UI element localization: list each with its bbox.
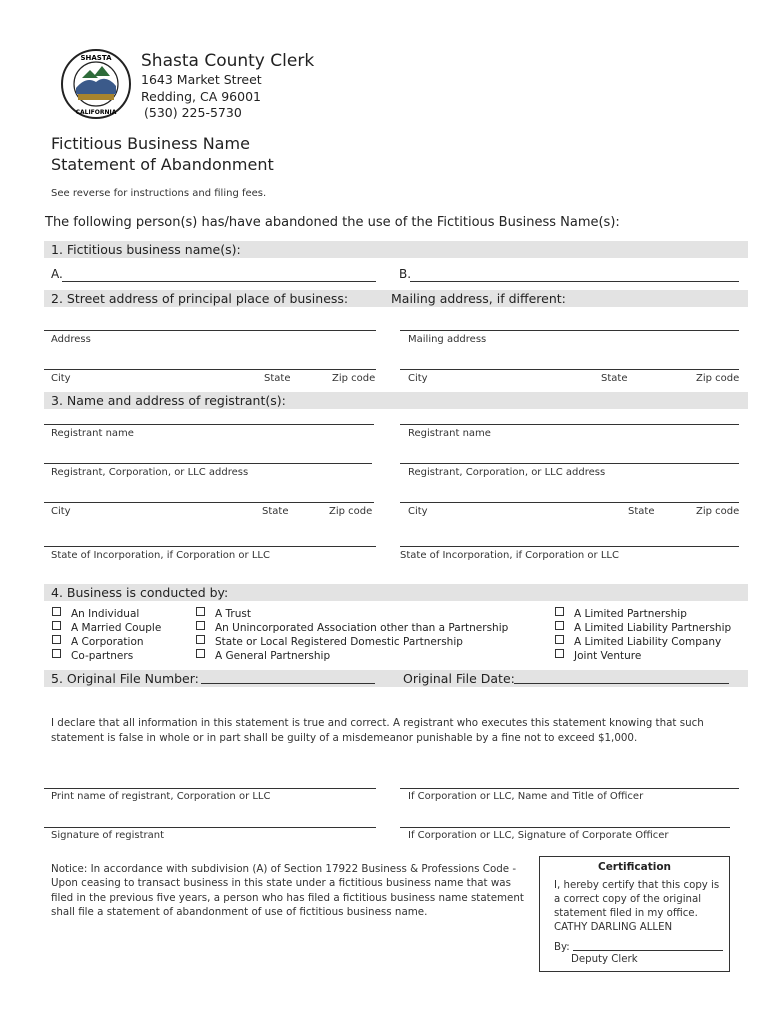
mailing-address-heading: Mailing address, if different:: [391, 291, 566, 306]
registrant-name-field-1[interactable]: [44, 424, 374, 425]
option-limited-partnership[interactable]: [555, 607, 731, 621]
certification-body: I, hereby certify that this copy is a correct copy of the original statement filed in my office.: [554, 880, 720, 919]
certification-title: Certification: [597, 861, 672, 873]
checkbox-icon[interactable]: [52, 607, 61, 616]
business-name-a-field[interactable]: [62, 281, 376, 282]
registrant-city-caption-1: City: [51, 506, 71, 517]
registrant-city-caption-2: City: [408, 506, 428, 517]
checkbox-icon[interactable]: [52, 621, 61, 630]
checkbox-icon[interactable]: [555, 621, 564, 630]
svg-text:CALIFORNIA: CALIFORNIA: [75, 109, 117, 116]
state-caption: State: [264, 373, 291, 384]
mailing-city-caption: City: [408, 373, 428, 384]
deputy-signature-field[interactable]: [573, 950, 723, 951]
state-incorp-field-2[interactable]: [400, 546, 739, 547]
registrant-address-field-1[interactable]: [44, 463, 372, 464]
by-label: By:: [554, 942, 570, 953]
mailing-address-field[interactable]: [400, 330, 739, 331]
deputy-signature-row: [554, 941, 723, 954]
business-type-col2: [196, 607, 508, 663]
city-state-zip-field[interactable]: [44, 369, 376, 370]
business-type-col1: [52, 607, 161, 663]
option-label: Joint Venture: [574, 650, 642, 662]
registrant-state-caption-2: State: [628, 506, 655, 517]
registrant-address-caption-1: Registrant, Corporation, or LLC address: [51, 467, 249, 478]
checkbox-icon[interactable]: [196, 649, 205, 658]
officer-signature-caption: If Corporation or LLC, Signature of Corporate Officer: [408, 830, 669, 841]
option-joint-venture[interactable]: [555, 649, 731, 663]
svg-text:SHASTA: SHASTA: [80, 54, 112, 62]
registrant-city-field-1[interactable]: [44, 502, 374, 503]
checkbox-icon[interactable]: [555, 607, 564, 616]
mailing-address-caption: Mailing address: [408, 334, 487, 345]
form-title-1: Fictitious Business Name: [51, 134, 250, 153]
clerk-name: CATHY DARLING ALLEN: [554, 922, 673, 933]
registrant-city-field-2[interactable]: [400, 502, 739, 503]
intro-text: The following person(s) has/have abandoned the use of the Fictitious Business Name(s):: [45, 215, 620, 230]
office-street: 1643 Market Street: [141, 72, 262, 87]
registrant-zip-caption-1: Zip code: [329, 506, 373, 517]
option-co-partners[interactable]: [52, 649, 161, 663]
registrant-name-field-2[interactable]: [400, 424, 739, 425]
option-label: A Corporation: [71, 636, 144, 648]
section1-label: 1. Fictitious business name(s):: [51, 242, 241, 257]
mailing-city-state-zip-field[interactable]: [400, 369, 739, 370]
option-label: A Trust: [215, 608, 251, 620]
business-name-b-label: B.: [399, 267, 412, 281]
option-label: A Married Couple: [71, 622, 162, 634]
option-trust[interactable]: [196, 607, 508, 621]
original-file-date-field[interactable]: [514, 683, 729, 684]
option-label: Co-partners: [71, 650, 134, 662]
option-corporation[interactable]: [52, 635, 161, 649]
state-incorp-field-1[interactable]: [44, 546, 376, 547]
registrant-name-caption-2: Registrant name: [408, 428, 491, 439]
checkbox-icon[interactable]: [196, 621, 205, 630]
city-caption: City: [51, 373, 71, 384]
option-llc[interactable]: [555, 635, 731, 649]
option-domestic-partnership[interactable]: [196, 635, 508, 649]
option-individual[interactable]: [52, 607, 161, 621]
mailing-zip-caption: Zip code: [696, 373, 740, 384]
county-seal: [60, 48, 132, 120]
section4-label: 4. Business is conducted by:: [51, 585, 229, 600]
original-file-number-field[interactable]: [201, 683, 375, 684]
checkbox-icon[interactable]: [196, 635, 205, 644]
state-incorp-caption-2: State of Incorporation, if Corporation or LLC: [400, 550, 619, 561]
instructions-note: See reverse for instructions and filing fees.: [51, 188, 267, 199]
state-incorp-caption-1: State of Incorporation, if Corporation or LLC: [51, 550, 270, 561]
deputy-clerk-caption: Deputy Clerk: [571, 954, 638, 965]
checkbox-icon[interactable]: [555, 635, 564, 644]
section2-label: 2. Street address of principal place of business:: [51, 291, 349, 306]
option-label: A General Partnership: [215, 650, 331, 662]
notice-text: Notice: In accordance with subdivision (A) of Section 17922 Business & Professions Code - Upon ceasing to transact business in this state under a fictitious business name that was filed in the previous five years, a person who has filed a fictitious business name statement shall file a statement of abandonment of use of fictitious business name.: [51, 863, 524, 918]
declaration-text: I declare that all information in this statement is true and correct. A registrant who executes this statement knowing that such statement is false in whole or in part shall be guilty of a misdemeanor punishable by a fine not to exceed $1,000.: [51, 717, 704, 744]
certification-box: [539, 856, 730, 972]
option-label: An Unincorporated Association other than a Partnership: [215, 622, 509, 634]
mailing-state-caption: State: [601, 373, 628, 384]
registrant-address-caption-2: Registrant, Corporation, or LLC address: [408, 467, 606, 478]
checkbox-icon[interactable]: [52, 649, 61, 658]
option-married-couple[interactable]: [52, 621, 161, 635]
option-label: State or Local Registered Domestic Partnership: [215, 636, 463, 648]
option-llp[interactable]: [555, 621, 731, 635]
option-general-partnership[interactable]: [196, 649, 508, 663]
option-unincorporated-association[interactable]: [196, 621, 508, 635]
business-name-a-label: A.: [51, 267, 63, 281]
registrant-name-caption-1: Registrant name: [51, 428, 134, 439]
option-label: An Individual: [71, 608, 140, 620]
business-name-b-field[interactable]: [410, 281, 739, 282]
officer-name-caption: If Corporation or LLC, Name and Title of Officer: [408, 791, 644, 802]
option-label: A Limited Partnership: [574, 608, 687, 620]
address-caption: Address: [51, 334, 91, 345]
signature-caption: Signature of registrant: [51, 830, 165, 841]
option-label: A Limited Liability Company: [574, 636, 722, 648]
print-name-field[interactable]: [44, 788, 376, 789]
officer-name-field[interactable]: [400, 788, 739, 789]
office-city: Redding, CA 96001: [141, 89, 261, 104]
checkbox-icon[interactable]: [555, 649, 564, 658]
option-label: A Limited Liability Partnership: [574, 622, 732, 634]
print-name-caption: Print name of registrant, Corporation or LLC: [51, 791, 271, 802]
checkbox-icon[interactable]: [196, 607, 205, 616]
form-title-2: Statement of Abandonment: [51, 155, 274, 174]
office-phone: (530) 225-5730: [144, 105, 242, 120]
checkbox-icon[interactable]: [52, 635, 61, 644]
original-file-date-label: Original File Date:: [403, 671, 515, 686]
registrant-state-caption-1: State: [262, 506, 289, 517]
officer-signature-field[interactable]: [400, 827, 730, 828]
signature-field[interactable]: [44, 827, 376, 828]
registrant-zip-caption-2: Zip code: [696, 506, 740, 517]
registrant-address-field-2[interactable]: [400, 463, 739, 464]
address-field[interactable]: [44, 330, 376, 331]
business-type-col3: [555, 607, 731, 663]
office-name: Shasta County Clerk: [141, 51, 315, 71]
zip-caption: Zip code: [332, 373, 376, 384]
original-file-number-label: 5. Original File Number:: [51, 671, 199, 686]
section3-label: 3. Name and address of registrant(s):: [51, 393, 286, 408]
